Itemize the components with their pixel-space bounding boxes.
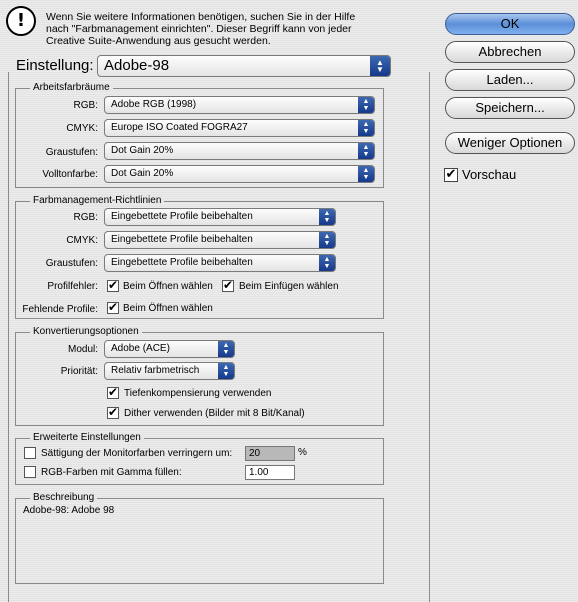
- fewer-options-button[interactable]: Weniger Optionen: [445, 132, 575, 154]
- info-line-1: Wenn Sie weitere Informationen benötigen, suchen Sie in der Hilfe: [46, 11, 356, 23]
- select-arrows-icon: ▲ ▼: [358, 97, 374, 113]
- select-arrows-icon: ▲ ▼: [370, 56, 390, 76]
- dither-label: Dither verwenden (Bilder mit 8 Bit/Kanal): [124, 408, 305, 419]
- dither-checkbox[interactable]: [107, 407, 119, 419]
- mismatch-paste-label: Beim Einfügen wählen: [239, 281, 339, 292]
- mismatch-open-label: Beim Öffnen wählen: [123, 281, 213, 292]
- ws-cmyk-value: Europe ISO Coated FOGRA27: [111, 122, 248, 133]
- ws-rgb-value: Adobe RGB (1998): [111, 99, 197, 110]
- mismatch-paste-checkbox[interactable]: [222, 280, 234, 292]
- policies-title: Farbmanagement-Richtlinien: [30, 195, 164, 206]
- save-button[interactable]: Speichern...: [445, 97, 575, 119]
- select-arrows-icon: ▲ ▼: [319, 209, 335, 225]
- ws-gray-select[interactable]: [104, 142, 375, 160]
- ws-gray-value: Dot Gain 20%: [111, 145, 174, 156]
- pol-gray-value: Eingebettete Profile beibehalten: [111, 257, 253, 268]
- description-text: Adobe-98: Adobe 98: [23, 505, 115, 516]
- select-arrows-icon: ▲ ▼: [358, 166, 374, 182]
- missing-open-checkbox[interactable]: [107, 302, 119, 314]
- intent-value: Relativ farbmetrisch: [111, 365, 200, 376]
- mismatch-label: Profilfehler:: [47, 281, 98, 292]
- pol-cmyk-label: CMYK:: [66, 235, 98, 246]
- ws-cmyk-select[interactable]: [104, 119, 375, 137]
- pol-gray-select[interactable]: [104, 254, 336, 272]
- info-icon: !: [6, 6, 36, 36]
- advanced-title: Erweiterte Einstellungen: [30, 432, 144, 443]
- bpc-label: Tiefenkompensierung verwenden: [124, 388, 272, 399]
- preview-label: Vorschau: [462, 167, 517, 182]
- pol-rgb-value: Eingebettete Profile beibehalten: [111, 211, 253, 222]
- setting-label: Einstellung:: [16, 57, 94, 74]
- pol-cmyk-select[interactable]: [104, 231, 336, 249]
- desaturate-label: Sättigung der Monitorfarben verringern um:: [41, 448, 233, 459]
- select-arrows-icon: ▲ ▼: [218, 363, 234, 379]
- conversion-title: Konvertierungsoptionen: [30, 326, 142, 337]
- workspaces-title: Arbeitsfarbräume: [30, 82, 113, 93]
- ws-rgb-label: RGB:: [73, 100, 98, 111]
- ws-rgb-select[interactable]: [104, 96, 375, 114]
- missing-open-label: Beim Öffnen wählen: [123, 303, 213, 314]
- ws-spot-label: Volltonfarbe:: [42, 169, 98, 180]
- description-title: Beschreibung: [30, 492, 97, 503]
- desaturate-unit: %: [298, 447, 307, 458]
- ws-cmyk-label: CMYK:: [66, 123, 98, 134]
- pol-rgb-label: RGB:: [73, 212, 98, 223]
- blend-gamma-input[interactable]: 1.00: [245, 465, 295, 480]
- pol-gray-label: Graustufen:: [45, 258, 98, 269]
- pol-cmyk-value: Eingebettete Profile beibehalten: [111, 234, 253, 245]
- blend-gamma-checkbox[interactable]: [24, 466, 36, 478]
- missing-label: Fehlende Profile:: [22, 304, 98, 315]
- ws-spot-select[interactable]: [104, 165, 375, 183]
- cancel-button[interactable]: Abbrechen: [445, 41, 575, 63]
- info-line-2: nach "Farbmanagement einrichten". Dieser Begriff kann von jeder: [46, 23, 352, 35]
- select-arrows-icon: ▲ ▼: [319, 255, 335, 271]
- blend-gamma-label: RGB-Farben mit Gamma füllen:: [41, 467, 182, 478]
- ws-spot-value: Dot Gain 20%: [111, 168, 174, 179]
- select-arrows-icon: ▲ ▼: [358, 120, 374, 136]
- setting-value: Adobe-98: [104, 57, 170, 74]
- ws-gray-label: Graustufen:: [45, 147, 98, 158]
- select-arrows-icon: ▲ ▼: [218, 341, 234, 357]
- info-text: [46, 11, 381, 47]
- desaturate-input[interactable]: 20: [245, 446, 295, 461]
- engine-value: Adobe (ACE): [111, 343, 170, 354]
- select-arrows-icon: ▲ ▼: [358, 143, 374, 159]
- engine-label: Modul:: [67, 344, 98, 355]
- select-arrows-icon: ▲ ▼: [319, 232, 335, 248]
- load-button[interactable]: Laden...: [445, 69, 575, 91]
- bpc-checkbox[interactable]: [107, 387, 119, 399]
- pol-rgb-select[interactable]: [104, 208, 336, 226]
- preview-checkbox[interactable]: [444, 168, 458, 182]
- mismatch-open-checkbox[interactable]: [107, 280, 119, 292]
- info-line-3: Creative Suite-Anwendung aus gesucht werden.: [46, 35, 271, 47]
- desaturate-checkbox[interactable]: [24, 447, 36, 459]
- ok-button[interactable]: OK: [445, 13, 575, 35]
- engine-select[interactable]: [104, 340, 235, 358]
- intent-select[interactable]: [104, 362, 235, 380]
- intent-label: Priorität:: [60, 366, 98, 377]
